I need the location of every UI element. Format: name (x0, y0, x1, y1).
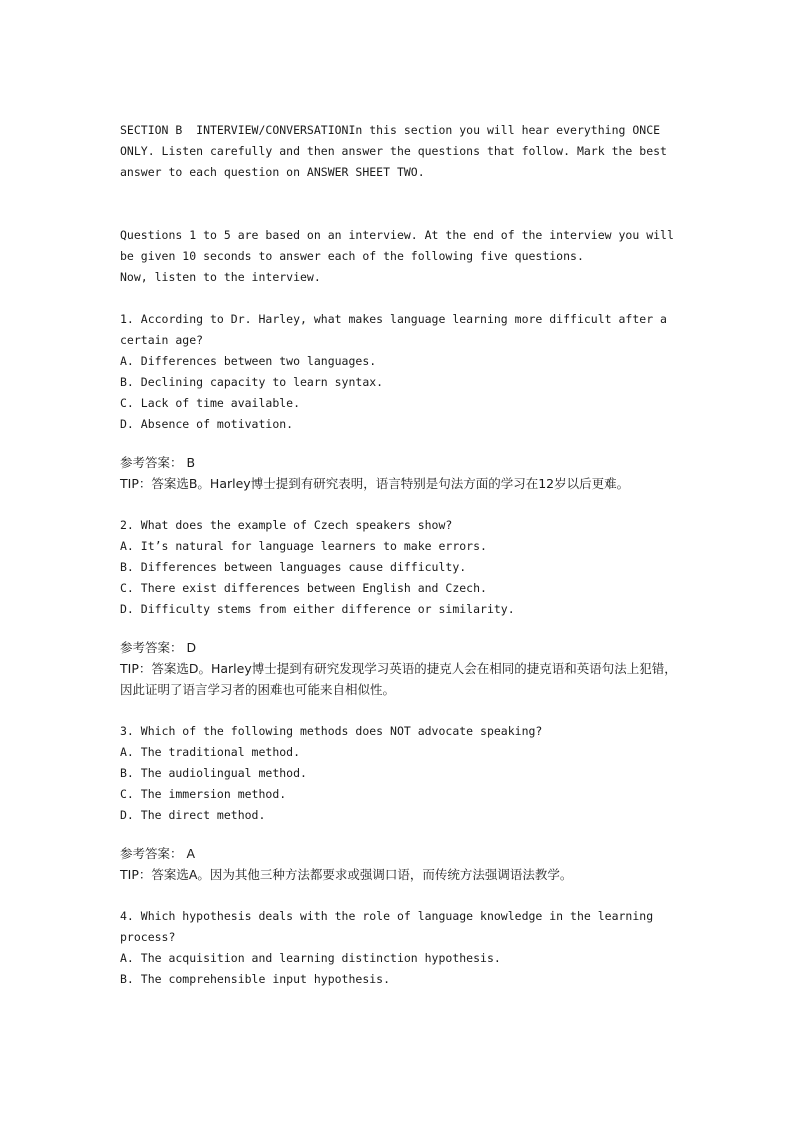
option-c: C. There exist differences between English and Czech. (120, 581, 487, 595)
answer-tip: TIP：答案选A。因为其他三种方法都要求或强调口语，而传统方法强调语法教学。 (120, 867, 573, 882)
document-page (120, 120, 680, 990)
reference-answer: 参考答案： D (120, 640, 197, 655)
option-b: B. The audiolingual method. (120, 766, 307, 780)
section-instructions (120, 120, 680, 183)
answer-tip: TIP：答案选B。Harley博士提到有研究表明，语言特别是句法方面的学习在12岁以后更难。 (120, 476, 630, 491)
option-a: A. The acquisition and learning distinction hypothesis. (120, 951, 501, 965)
option-c: C. The immersion method. (120, 787, 287, 801)
option-a: A. The traditional method. (120, 745, 301, 759)
option-d: D. Absence of motivation. (120, 417, 294, 431)
option-b: B. The comprehensible input hypothesis. (120, 972, 391, 986)
intro-line-2: Now, listen to the interview. (120, 270, 321, 284)
question-stem: 2. What does the example of Czech speakers show? (120, 518, 453, 532)
option-a: A. It’s natural for language learners to make errors. (120, 539, 487, 553)
question-2 (120, 515, 680, 700)
question-1 (120, 309, 680, 494)
option-c: C. Lack of time available. (120, 396, 301, 410)
option-b: B. Differences between languages cause difficulty. (120, 560, 467, 574)
answer-tip: TIP：答案选D。Harley博士提到有研究发现学习英语的捷克人会在相同的捷克语和英语句法上犯错，因此证明了语言学习者的困难也可能来自相似性。 (120, 661, 677, 697)
option-b: B. Declining capacity to learn syntax. (120, 375, 384, 389)
question-3 (120, 721, 680, 885)
question-stem: 1. According to Dr. Harley, what makes language learning more difficult after a certain age? (120, 312, 674, 347)
question-4 (120, 906, 680, 990)
section-text: SECTION B INTERVIEW/CONVERSATIONIn this section you will hear everything ONCE ONLY. Listen carefully and then answer the questions that follow. Mark the best answer to each question on ANSWER SHEET TWO. (120, 123, 674, 179)
intro-line-1: Questions 1 to 5 are based on an interview. At the end of the interview you will be given 10 seconds to answer each of the following five questions. (120, 228, 681, 263)
question-stem: 3. Which of the following methods does NOT advocate speaking? (120, 724, 543, 738)
reference-answer: 参考答案： A (120, 846, 196, 861)
reference-answer: 参考答案： B (120, 455, 196, 470)
question-stem: 4. Which hypothesis deals with the role of language knowledge in the learning process? (120, 909, 661, 944)
option-d: D. The direct method. (120, 808, 266, 822)
interview-intro (120, 225, 680, 288)
option-d: D. Difficulty stems from either difference or similarity. (120, 602, 515, 616)
option-a: A. Differences between two languages. (120, 354, 377, 368)
